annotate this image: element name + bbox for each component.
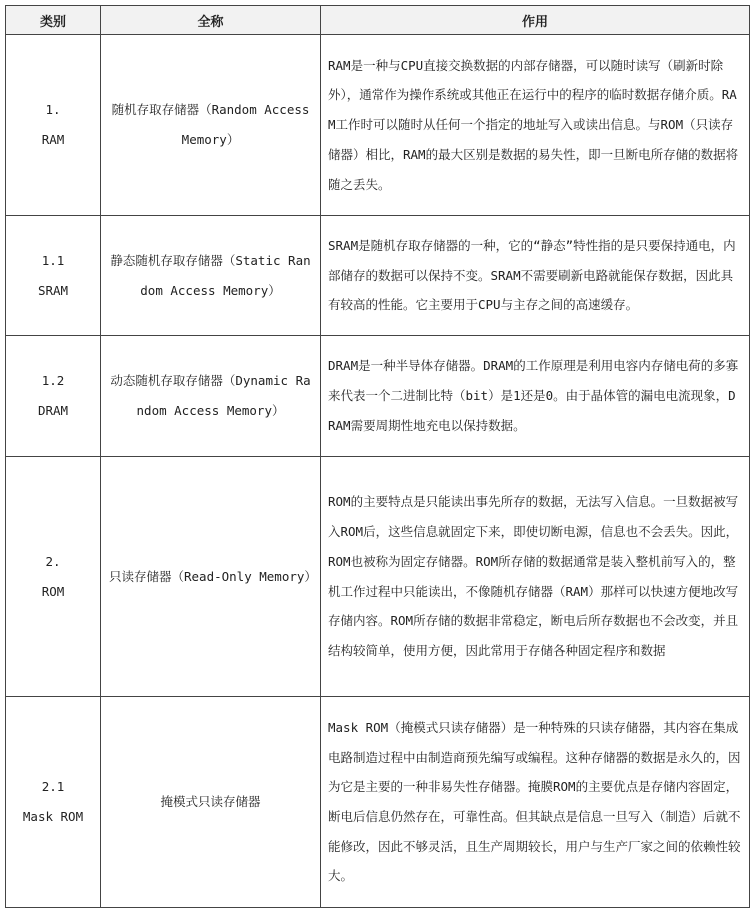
function-cell: Mask ROM（掩模式只读存储器）是一种特殊的只读存储器，其内容在集成电路制造过程中由制造商预先编写或编程。这种存储器的数据是永久的，因为它是主要的一种非易失性存储器。掩膜ROM的主要优点是存储内容固定，断电后信息仍然存在，可靠性高。但其缺点是信息一旦写入（制造）后就不能修改，因此不够灵活，且生产周期较长，用户与生产厂家之间的依赖性较大。 [321,697,750,908]
category-abbr: RAM [41,132,65,147]
function-cell: RAM是一种与CPU直接交换数据的内部存储器，可以随时读写（刷新时除外），通常作为操作系统或其他正在运行中的程序的临时数据存储介质。RAM工作时可以随时从任何一个指定的地址写入或读出信息。与ROM（只读存储器）相比，RAM的最大区别是数据的易失性，即一旦断电所存储的数据将随之丢失。 [321,35,750,216]
table-row [6,697,750,908]
category-abbr: DRAM [37,403,69,418]
full-name-cell: 只读存储器（Read-Only Memory） [101,457,321,697]
function-cell: SRAM是随机存取存储器的一种，它的“静态”特性指的是只要保持通电，内部储存的数据可以保持不变。SRAM不需要刷新电路就能保存数据，因此具有较高的性能。它主要用于CPU与主存之间的高速缓存。 [321,216,750,336]
table-row [6,35,750,216]
category-number: 1.1 [41,252,65,268]
category-number: 1. [45,102,61,117]
function-cell: DRAM是一种半导体存储器。DRAM的工作原理是利用电容内存储电荷的多寡来代表一个二进制比特（bit）是1还是0。由于晶体管的漏电电流现象，DRAM需要周期性地充电以保持数据。 [321,336,750,457]
category-cell [6,457,101,697]
category-abbr: SRAM [37,282,69,298]
memory-types-table [5,5,750,908]
table-row [6,216,750,336]
category-cell [6,336,101,457]
category-abbr: Mask ROM [22,809,84,824]
full-name-cell: 掩模式只读存储器 [101,697,321,908]
full-name-cell: 动态随机存取存储器（Dynamic Random Access Memory） [101,336,321,457]
table-header-row [6,6,750,35]
category-number: 2. [45,553,61,569]
category-cell [6,697,101,908]
category-number: 2.1 [41,779,65,794]
category-cell [6,216,101,336]
full-name-cell: 随机存取存储器（Random Access Memory） [101,35,321,216]
header-function: 作用 [321,6,750,35]
header-full-name: 全称 [101,6,321,35]
category-abbr: ROM [41,583,65,599]
table-row [6,336,750,457]
full-name-cell: 静态随机存取存储器（Static Random Access Memory） [101,216,321,336]
header-category: 类别 [6,6,101,35]
table-row [6,457,750,697]
category-cell [6,35,101,216]
category-number: 1.2 [41,373,65,388]
function-cell: ROM的主要特点是只能读出事先所存的数据，无法写入信息。一旦数据被写入ROM后，这些信息就固定下来，即使切断电源，信息也不会丢失。因此，ROM也被称为固定存储器。ROM所存储的数据通常是装入整机前写入的，整机工作过程中只能读出，不像随机存储器（RAM）那样可以快速方便地改写存储内容。ROM所存储的数据非常稳定，断电后所存数据也不会改变，并且结构较简单，使用方便，因此常用于存储各种固定程序和数据 [321,457,750,697]
